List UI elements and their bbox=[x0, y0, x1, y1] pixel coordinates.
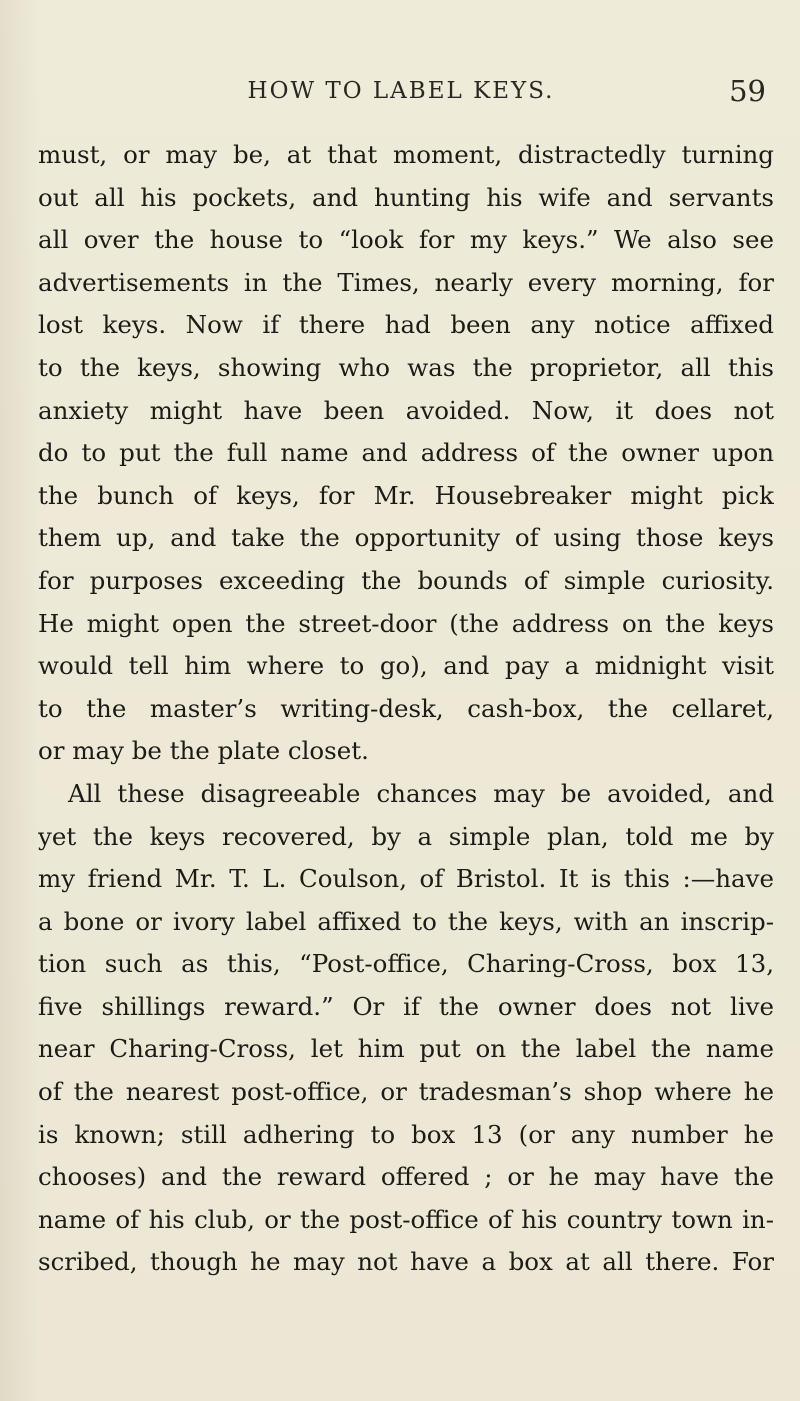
text-line: all over the house to “look for my keys.” We also see bbox=[38, 225, 774, 255]
text-line: or may be the plate closet. bbox=[38, 736, 369, 766]
text-line: yet the keys recovered, by a simple plan, told me by bbox=[38, 821, 774, 851]
text-line: a bone or ivory label affixed to the keys, with an inscrip- bbox=[38, 906, 774, 936]
text-line: All these disagreeable chances may be avoided, and bbox=[68, 778, 774, 808]
text-line: to the master’s writing-desk, cash-box, the cellaret, bbox=[38, 693, 774, 723]
text-line: near Charing-Cross, let him put on the label the name bbox=[38, 1034, 774, 1064]
text-line: is known; still adhering to box 13 (or any number he bbox=[38, 1119, 774, 1149]
running-title: HOW TO LABEL KEYS. bbox=[247, 78, 555, 104]
text-line: anxiety might have been avoided. Now, it does not bbox=[38, 395, 774, 425]
text-line: chooses) and the reward offered ; or he may have the bbox=[38, 1162, 774, 1192]
text-line: do to put the full name and address of the owner upon bbox=[38, 438, 774, 468]
text-line: lost keys. Now if there had been any notice affixed bbox=[38, 310, 774, 340]
text-line: tion such as this, “Post-office, Charing-Cross, box 13, bbox=[38, 949, 774, 979]
text-line: of the nearest post-office, or tradesman’s shop where he bbox=[38, 1077, 774, 1107]
page-number: 59 bbox=[729, 74, 766, 108]
text-line: five shillings reward.” Or if the owner does not live bbox=[38, 991, 774, 1021]
body-text bbox=[38, 134, 774, 1284]
text-line: to the keys, showing who was the proprietor, all this bbox=[38, 352, 774, 382]
text-line: scribed, though he may not have a box at all there. For bbox=[38, 1247, 774, 1277]
text-line: must, or may be, at that moment, distractedly turning bbox=[38, 140, 774, 169]
text-line: out all his pockets, and hunting his wife and servants bbox=[38, 182, 774, 212]
text-line: for purposes exceeding the bounds of simple curiosity. bbox=[38, 565, 774, 595]
text-line: the bunch of keys, for Mr. Housebreaker might pick bbox=[38, 480, 774, 510]
text-line: would tell him where to go), and pay a midnight visit bbox=[38, 651, 774, 681]
text-line: advertisements in the Times, nearly every morning, for bbox=[38, 267, 774, 297]
text-line: my friend Mr. T. L. Coulson, of Bristol. It is this :—have bbox=[38, 864, 774, 894]
text-line: name of his club, or the post-office of his country town in- bbox=[38, 1204, 774, 1234]
text-line: He might open the street-door (the address on the keys bbox=[38, 608, 774, 638]
text-line: them up, and take the opportunity of using those keys bbox=[38, 523, 774, 553]
running-head bbox=[36, 74, 766, 114]
